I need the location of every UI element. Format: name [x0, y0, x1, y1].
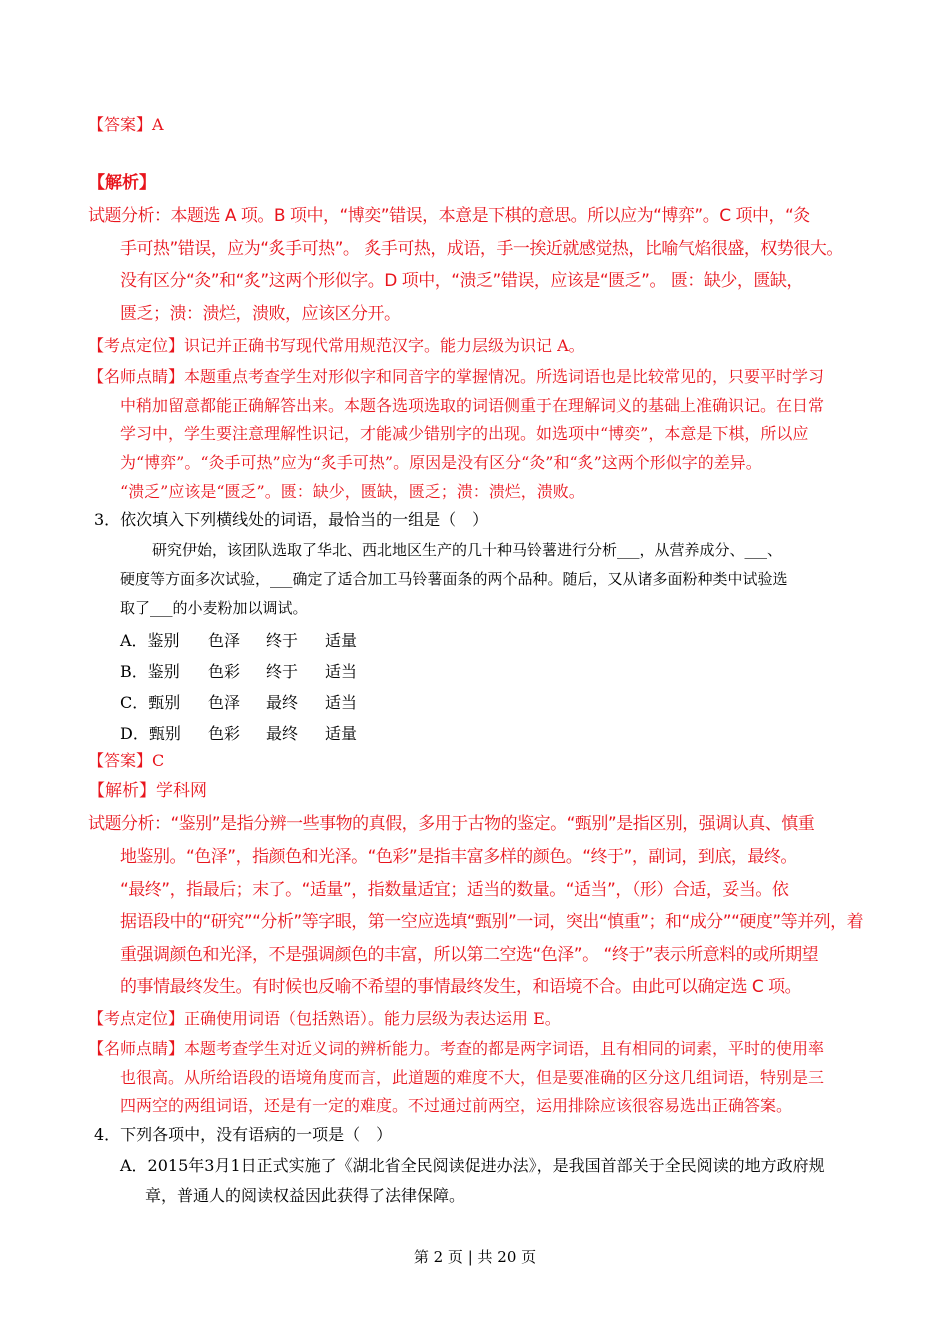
q2-dianjing-line: 学习中，学生要注意理解性识记，才能减少错别字的出现。如选项中“博奕”，本意是下棋，所以应 [120, 424, 809, 443]
q3-stem: 3．依次填入下列横线处的词语，最恰当的一组是（ ） [94, 510, 489, 529]
option-word: C．甄别 [120, 693, 181, 712]
option-word: 色彩 [208, 724, 241, 743]
q2-dianjing-line: 为“博弈”。“灸手可热”应为“炙手可热”。原因是没有区分“灸”和“炙”这两个形似字的差异。 [120, 453, 762, 472]
q3-kaodian: 【考点定位】正确使用词语（包括熟语）。能力层级为表达运用 E。 [88, 1009, 561, 1028]
q3-passage-line: 研究伊始，该团队选取了华北、西北地区生产的几十种马铃薯进行分析___，从营养成分、___、 [152, 541, 783, 559]
option-word: D．甄别 [120, 724, 181, 743]
option-word: 适当 [325, 693, 358, 712]
q3-option-d [120, 721, 357, 752]
option-word: 适量 [325, 724, 358, 743]
page-footer: 第 2 页 | 共 20 页 [413, 1248, 537, 1266]
option-word: 色泽 [208, 693, 241, 712]
q2-dianjing-line: “溃乏”应该是“匮乏”。匮：缺少，匮缺，匮乏；溃：溃烂，溃败。 [120, 482, 585, 501]
q2-analysis-line: 手可热”错误，应为“炙手可热”。 炙手可热，成语，手一挨近就感觉热，比喻气焰很盛，权势很大。 [120, 239, 843, 259]
option-word: 色泽 [208, 631, 241, 650]
q3-analysis-line: 地鉴别。“色泽”，指颜色和光泽。“色彩”是指丰富多样的颜色。“终于”，副词，到底，最终。 [120, 847, 797, 867]
q4-stem: 4．下列各项中，没有语病的一项是（ ） [94, 1125, 393, 1144]
q2-analysis-line: 匮乏；溃：溃烂，溃败，应该区分开。 [120, 304, 401, 324]
q2-kaodian: 【考点定位】识记并正确书写现代常用规范汉字。能力层级为识记 A。 [88, 336, 585, 355]
q3-analysis-line: “最终”，指最后；末了。“适量”，指数量适宜；适当的数量。“适当”，（形）合适，妥当。依 [120, 880, 789, 900]
q3-analysis-line: 的事情最终发生。有时候也反喻不希望的事情最终发生，和语境不合。由此可以确定选 C 项。 [120, 977, 802, 997]
q4-option-a-line: A．2015年3月1日正式实施了《湖北省全民阅读促进办法》，是我国首部关于全民阅读的地方政府规 [120, 1156, 825, 1175]
q2-dianjing-line: 中稍加留意都能正确解答出来。本题各选项选取的词语侧重于在理解词义的基础上准确识记。在日常 [120, 396, 825, 415]
q2-dianjing-line: 【名师点睛】本题重点考查学生对形似字和同音字的掌握情况。所选词语也是比较常见的，只要平时学习 [88, 367, 825, 386]
q3-option-a [120, 628, 357, 659]
q3-options [120, 628, 357, 752]
option-word: 最终 [266, 693, 299, 712]
option-word: 最终 [266, 724, 299, 743]
q3-jiexi-heading: 【解析】学科网 [88, 781, 207, 801]
q4-option-a-line: 章，普通人的阅读权益因此获得了法律保障。 [145, 1186, 466, 1205]
q3-passage-line: 取了___的小麦粉加以调试。 [120, 599, 308, 617]
q2-analysis-line: 没有区分“灸”和“炙”这两个形似字。D 项中，“溃乏”错误，应该是“匮乏”。 匮：缺少，匮缺， [120, 271, 803, 291]
q3-passage-line: 硬度等方面多次试验，___确定了适合加工马铃薯面条的两个品种。随后，又从诸多面粉种类中试验选 [120, 570, 788, 588]
q3-dianjing-line: 四两空的两组词语，还是有一定的难度。不过通过前两空，运用排除应该很容易选出正确答案。 [120, 1096, 793, 1115]
option-word: 适当 [325, 662, 358, 681]
q3-answer: 【答案】C [88, 751, 165, 770]
q3-analysis-line: 试题分析：“鉴别”是指分辨一些事物的真假，多用于古物的鉴定。“甄别”是指区别，强调认真、慎重 [88, 814, 815, 834]
q3-analysis-line: 据语段中的“研究”“分析”等字眼，第一空应选填“甄别”一词，突出“慎重”；和“成分”“硬度”等并列，着 [120, 912, 864, 932]
q2-analysis-line: 试题分析：本题选 A 项。B 项中，“博奕”错误，本意是下棋的意思。所以应为“博弈”。C 项中，“灸 [88, 206, 810, 226]
q3-dianjing-line: 【名师点睛】本题考查学生对近义词的辨析能力。考查的都是两字词语，且有相同的词素，平时的使用率 [88, 1039, 825, 1058]
option-word: 终于 [266, 631, 299, 650]
q3-option-b [120, 659, 357, 690]
q2-jiexi-heading: 【解析】 [88, 173, 156, 193]
q2-answer: 【答案】A [88, 115, 164, 134]
option-word: A．鉴别 [120, 631, 180, 650]
q3-dianjing-line: 也很高。从所给语段的语境角度而言，此道题的难度不大，但是要准确的区分这几组词语，特别是三 [120, 1068, 825, 1087]
option-word: 适量 [325, 631, 358, 650]
q3-analysis-line: 重强调颜色和光泽，不是强调颜色的丰富，所以第二空选“色泽”。 “终于”表示所意料的或所期望 [120, 945, 819, 965]
q3-option-c [120, 690, 357, 721]
option-word: 终于 [266, 662, 299, 681]
option-word: B．鉴别 [120, 662, 180, 681]
option-word: 色彩 [208, 662, 241, 681]
